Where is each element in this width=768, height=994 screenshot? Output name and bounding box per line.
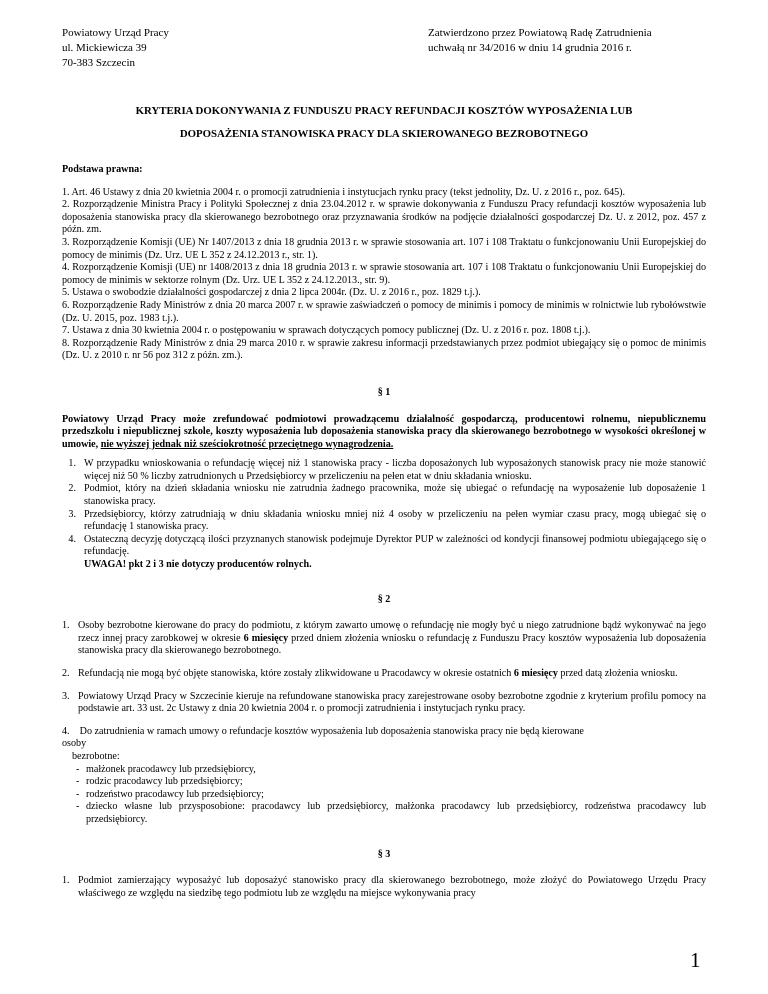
approval-note bbox=[428, 26, 652, 56]
list-item: - rodzic pracodawcy lub przedsiębiorcy; bbox=[76, 776, 243, 788]
section-1-list bbox=[62, 458, 706, 571]
approval-line-2: uchwałą nr 34/2016 w dniu 14 grudnia 2016 r. bbox=[428, 42, 632, 54]
section-2-paragraph-3: 3. Powiatowy Urząd Pracy w Szczecinie kieruje na refundowane stanowiska pracy zarejestrowane osoby bezrobotne zgodnie z kryterium profilu pomocy na podstawie art. 33 ust. 2c Ustawy z dnia 20 kwietnia 2004 r. o promocji zatrudnienia i instytucjach rynku pracy. bbox=[62, 690, 706, 715]
legal-basis-item: 1. Art. 46 Ustawy z dnia 20 kwietnia 2004 r. o promocji zatrudnienia i instytucjach rynku pracy (tekst jednolity, Dz. U. z 2016 r., poz. 645). bbox=[62, 186, 626, 198]
legal-basis-list bbox=[62, 187, 706, 363]
list-item: 2. Podmiot, który na dzień składania wniosku nie zatrudnia żadnego pracownika, może się ubiegać o refundację na wyposażenie lub doposażenie 1 stanowiska pracy. bbox=[68, 483, 706, 508]
list-item: 1. W przypadku wnioskowania o refundację więcej niż 1 stanowiska pracy - liczba doposażonych lub wyposażonych stanowisk pracy nie może stanowić więcej niż 50 % liczby zatrudnionych u Przedsiębiorcy w przeliczeniu na pełen etat w dniu składania wniosku. bbox=[68, 458, 706, 482]
section-2-paragraph-4: 4. Do zatrudnienia w ramach umowy o refundacje kosztów wyposażenia lub doposażenia stanowiska pracy nie będą kierowane osoby bezrobotne: - małżonek pracodawcy lub przedsiębiorcy, - rodzic pracodawcy lub przedsiębiorcy; - rodzeństwo pracodawcy lub przedsiębiorcy; - dziecko własne lub przysposobione: pracodawcy lub przedsiębiorcy, małżonka pracodawcy lub przedsiębiorcy, rodzeństwa pracodawcy lub przedsiębiorcy. bbox=[62, 725, 706, 825]
legal-basis-heading: Podstawa prawna: bbox=[62, 164, 143, 175]
list-item: 3. Przedsiębiorcy, którzy zatrudniają w dniu składania wniosku mniej niż 4 osoby w przeliczeniu na pełen wymiar czasu pracy, mogą ubiegać się o refundację 1 stanowiska pracy. bbox=[68, 508, 706, 533]
section-1-heading: § 1 bbox=[377, 386, 391, 398]
document-title-line-2: DOPOSAŻENIA STANOWISKA PRACY DLA SKIEROWANEGO BEZROBOTNEGO bbox=[179, 128, 589, 140]
legal-basis-item: 6. Rozporządzenie Rady Ministrów z dnia 20 marca 2007 r. w sprawie zaświadczeń o pomocy de minimis i pomocy de minimis w rolnictwie lub rybołówstwie (Dz. U. 2015, poz. 1983 t.j.). bbox=[62, 299, 706, 324]
issuer-name: Powiatowy Urząd Pracy bbox=[62, 27, 169, 39]
section-3-heading: § 3 bbox=[377, 848, 391, 860]
section-1-intro-text: Powiatowy Urząd Pracy może zrefundować podmiotowi prowadzącemu działalność gospodarczą, producentowi rolnemu, niepublicznemu przedszkolu i niepublicznej szkole, koszty wyposażenia lub doposażenia stanowiska pracy dla skierowanego bezrobotnego w wysokości określonej w umowie, bbox=[62, 413, 706, 450]
section-3-paragraph-1: 1. Podmiot zamierzający wyposażyć lub doposażyć stanowisko pracy dla skierowanego bezrobotnego, może złożyć do Powiatowego Urzędu Pracy właściwego ze względu na siedzibę tego podmiotu lub ze względu na miejsce wykonywania pracy bbox=[62, 875, 706, 899]
issuer-address bbox=[62, 26, 169, 71]
section-2-paragraph-2: 2. Refundacją nie mogą być objęte stanowiska, które zostały zlikwidowane u Pracodawcy w okresie ostatnich 6 miesięcy przed datą złożenia wniosku. bbox=[62, 668, 678, 679]
list-item: - dziecko własne lub przysposobione: pracodawcy lub przedsiębiorcy, małżonka pracodawcy lub przedsiębiorcy, rodzeństwa pracodawcy lub przedsiębiorcy. bbox=[76, 801, 706, 825]
legal-basis-item: 3. Rozporządzenie Komisji (UE) Nr 1407/2013 z dnia 18 grudnia 2013 r. w sprawie stosowania art. 107 i 108 Traktatu o funkcjonowaniu Unii Europejskiej do pomocy de minimis (Dz. Urz. UE L 352 z 24.12.2013 r., str. 1). bbox=[62, 236, 706, 261]
section-1-intro bbox=[62, 414, 706, 452]
issuer-city: 70-383 Szczecin bbox=[62, 57, 135, 69]
section-1-intro-limit: nie wyższej jednak niż sześciokrotność przeciętnego wynagrodzenia. bbox=[100, 438, 394, 450]
excluded-persons-list bbox=[62, 764, 706, 827]
section-2-heading: § 2 bbox=[377, 593, 391, 605]
legal-basis-item: 8. Rozporządzenie Rady Ministrów z dnia 29 marca 2010 r. w sprawie zakresu informacji przedstawianych przez podmiot ubiegający się o pomoc de minimis (Dz. U. z 2010 r. nr 56 poz 312 z późn. zm.). bbox=[62, 337, 706, 362]
section-2-paragraph-1: 1. Osoby bezrobotne kierowane do pracy do podmiotu, z którym zawarto umowę o refundację nie mogły być u niego zatrudnione bądź wykonywać na jego rzecz innej pracy zarobkowej w okresie 6 miesięcy przed dniem złożenia wniosku o refundację z Funduszu Pracy kosztów wyposażenia lub doposażenia stanowiska pracy dla skierowanego bezrobotnego. bbox=[62, 620, 706, 657]
legal-basis-item: 7. Ustawa z dnia 30 kwietnia 2004 r. o postępowaniu w sprawach dotyczących pomocy publicznej (Dz. U. z 2016 r. poz. 1808 t.j.). bbox=[62, 325, 591, 337]
issuer-street: ul. Mickiewicza 39 bbox=[62, 42, 147, 54]
document-body bbox=[62, 164, 706, 900]
document-title-line-1: KRYTERIA DOKONYWANIA Z FUNDUSZU PRACY REFUNDACJI KOSZTÓW WYPOSAŻENIA LUB bbox=[135, 105, 633, 117]
list-item: - małżonek pracodawcy lub przedsiębiorcy, bbox=[76, 763, 256, 775]
approval-line-1: Zatwierdzono przez Powiatową Radę Zatrudnienia bbox=[428, 27, 652, 39]
list-item: 4. Ostateczną decyzję dotyczącą ilości przyznanych stanowisk podejmuje Dyrektor PUP w zależności od kondycji finansowej podmiotu ubiegającego się o refundację. UWAGA! pkt 2 i 3 nie dotyczy producentów rolnych. bbox=[68, 533, 706, 571]
list-item: - rodzeństwo pracodawcy lub przedsiębiorcy; bbox=[76, 788, 264, 800]
legal-basis-item: 5. Ustawa o swobodzie działalności gospodarczej z dnia 2 lipca 2004r. (Dz. U. z 2016 r., poz. 1829 t.j.). bbox=[62, 287, 481, 299]
legal-basis-item: 4. Rozporządzenie Komisji (UE) nr 1408/2013 z dnia 18 grudnia 2013 r. w sprawie stosowania art. 107 i 108 Traktatu o funkcjonowaniu Unii Europejskiej do pomocy de minimis w sektorze rolnym (Dz. Urz. UE L 352 z 24.12.2013., str. 9). bbox=[62, 262, 706, 286]
page-number: 1 bbox=[690, 948, 701, 972]
legal-basis-item: 2. Rozporządzenie Ministra Pracy i Polityki Społecznej z dnia 23.04.2012 r. w sprawie dokonywania z Funduszu Pracy refundacji kosztów wyposażenia lub doposażenia stanowiska pracy dla skierowanego bezrobotnego oraz przyznawania środków na podjęcie działalności gospodarczej Dz. U. z 2012, poz. 457 z późn. zm. bbox=[62, 199, 706, 236]
section-1-note: UWAGA! pkt 2 i 3 nie dotyczy producentów rolnych. bbox=[84, 559, 312, 571]
